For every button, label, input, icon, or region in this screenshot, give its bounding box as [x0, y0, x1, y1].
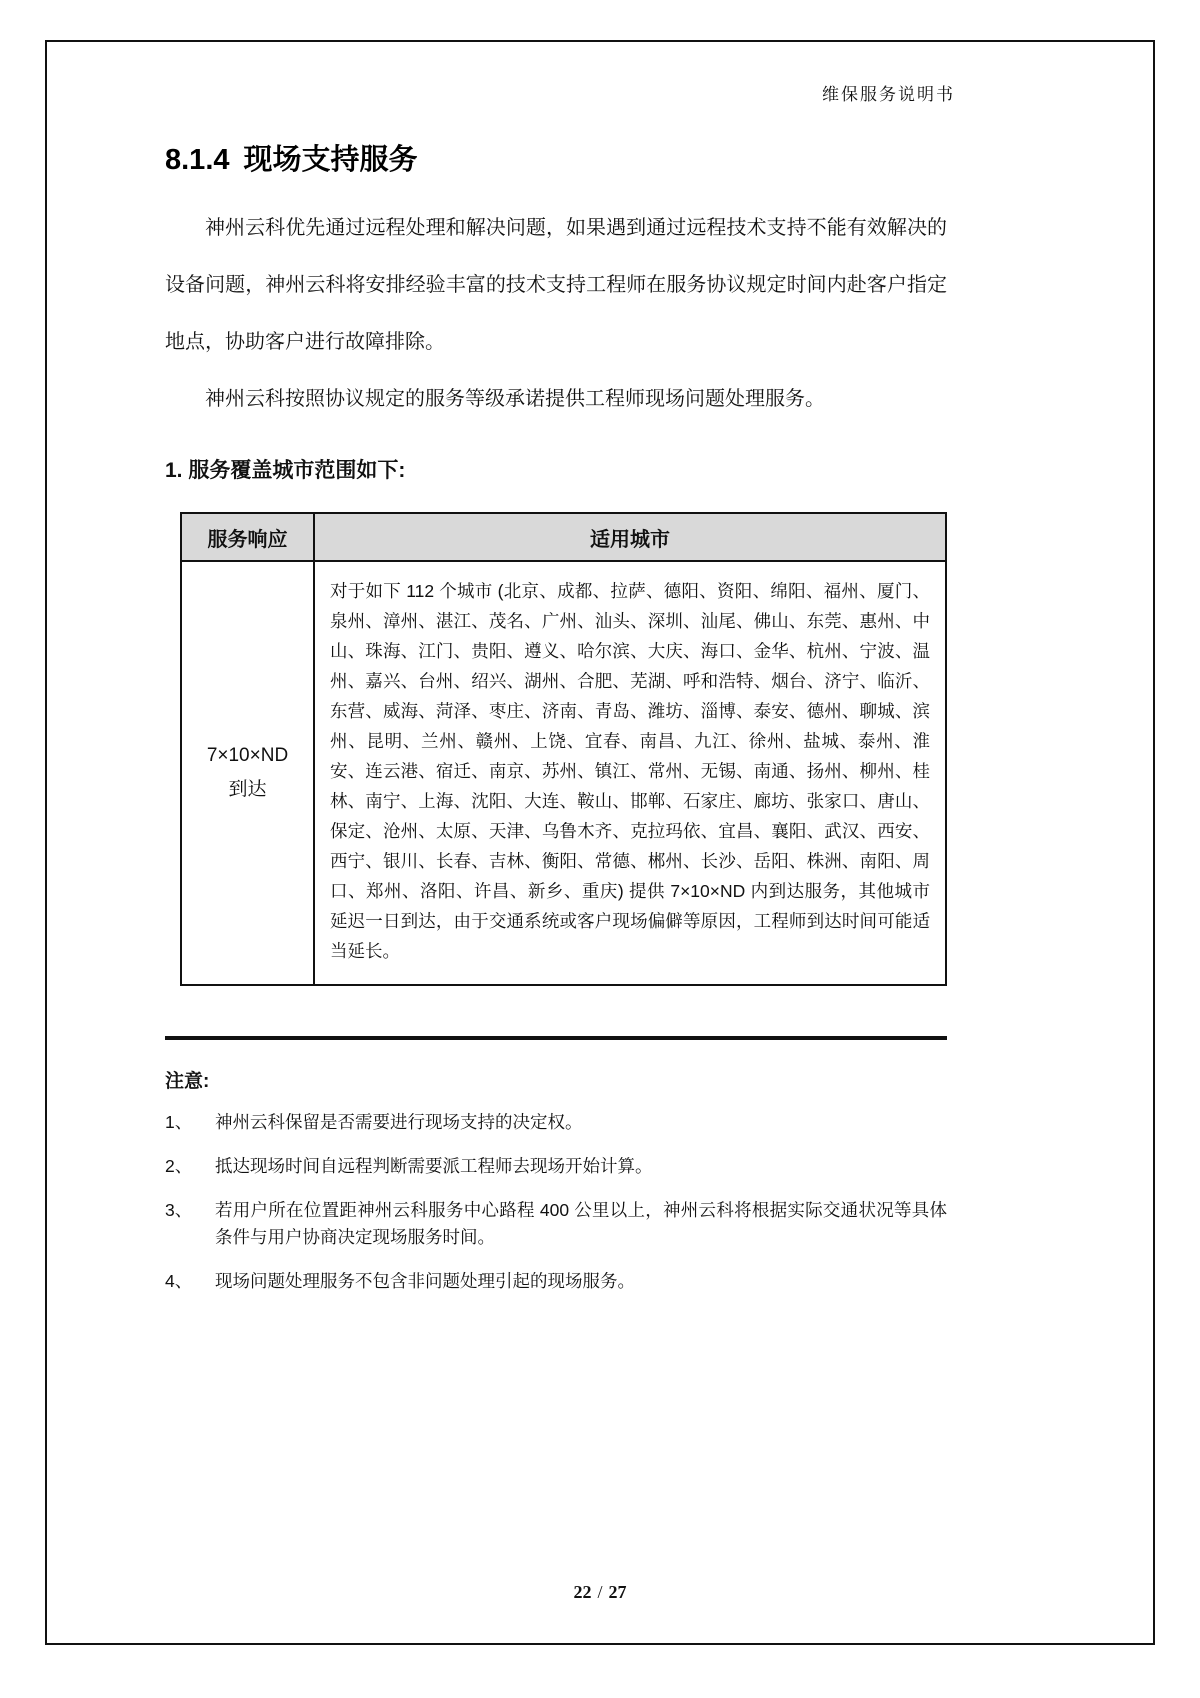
notes-title: 注意: — [165, 1071, 210, 1092]
column-header-service-response: 服务响应 — [181, 513, 314, 561]
service-coverage-table — [180, 512, 947, 986]
note-item-2 — [165, 1153, 947, 1180]
page-header-title: 维保服务说明书 — [822, 85, 955, 104]
note-item-3 — [165, 1197, 947, 1251]
note-number: 2、 — [165, 1156, 193, 1176]
footer-separator: / — [597, 1582, 603, 1602]
cell-applicable-cities: 对于如下 112 个城市 (北京、成都、拉萨、德阳、资阳、绵阳、福州、厦门、泉州、漳州、湛江、茂名、广州、汕头、深圳、汕尾、佛山、东莞、惠州、中山、珠海、江门、贵阳、遵义、哈尔滨、大庆、海口、金华、杭州、宁波、温州、嘉兴、台州、绍兴、湖州、合肥、芜湖、呼和浩特、烟台、济宁、临沂、东营、威海、菏泽、枣庄、济南、青岛、潍坊、淄博、泰安、德州、聊城、滨州、昆明、兰州、赣州、上饶、宜春、南昌、九江、徐州、盐城、泰州、淮安、连云港、宿迁、南京、苏州、镇江、常州、无锡、南通、扬州、柳州、桂林、南宁、上海、沈阳、大连、鞍山、邯郸、石家庄、廊坊、张家口、唐山、保定、沧州、太原、天津、乌鲁木齐、克拉玛依、宜昌、襄阳、武汉、西安、西宁、银川、长春、吉林、衡阳、常德、郴州、长沙、岳阳、株洲、南阳、周口、郑州、洛阳、许昌、新乡、重庆) 提供 7×10×ND 内到达服务，其他城市延迟一日到达，由于交通系统或客户现场偏僻等原因，工程师到达时间可能适当延长。 — [314, 561, 946, 985]
footer-total-pages: 27 — [608, 1582, 627, 1602]
cell-service-response — [181, 561, 314, 985]
note-item-4 — [165, 1268, 947, 1295]
note-text: 神州云科保留是否需要进行现场支持的决定权。 — [215, 1112, 583, 1132]
table-header-row — [181, 513, 946, 561]
page-footer — [47, 1582, 1153, 1603]
section-heading — [165, 137, 947, 178]
note-text: 现场问题处理服务不包含非问题处理引起的现场服务。 — [215, 1271, 635, 1291]
section-divider-rule — [165, 1036, 947, 1040]
footer-current-page: 22 — [573, 1582, 592, 1602]
note-number: 1、 — [165, 1112, 193, 1132]
paragraph-service-level: 神州云科按照协议规定的服务等级承诺提供工程师现场问题处理服务。 — [205, 388, 825, 410]
note-number: 3、 — [165, 1200, 193, 1220]
note-text: 若用户所在位置距神州云科服务中心路程 400 公里以上，神州云科将根据实际交通状况等具体条件与用户协商决定现场服务时间。 — [215, 1200, 947, 1247]
document-page — [45, 40, 1155, 1645]
response-sla: 7×10×ND — [206, 745, 289, 766]
note-number: 4、 — [165, 1271, 193, 1291]
column-header-applicable-cities: 适用城市 — [314, 513, 946, 561]
response-arrival: 到达 — [228, 779, 267, 800]
section-title: 现场支持服务 — [243, 144, 418, 176]
coverage-list-heading: 1. 服务覆盖城市范围如下: — [165, 459, 406, 482]
paragraph-remote-support: 神州云科优先通过远程处理和解决问题，如果遇到通过远程技术支持不能有效解决的设备问题，神州云科将安排经验丰富的技术支持工程师在服务协议规定时间内赴客户指定地点，协助客户进行故障排除。 — [165, 217, 947, 353]
page-content — [165, 137, 947, 1312]
section-number: 8.1.4 — [165, 144, 230, 176]
note-item-1 — [165, 1109, 947, 1136]
note-text: 抵达现场时间自远程判断需要派工程师去现场开始计算。 — [215, 1156, 653, 1176]
table-row — [181, 561, 946, 985]
notes-list — [165, 1109, 947, 1295]
